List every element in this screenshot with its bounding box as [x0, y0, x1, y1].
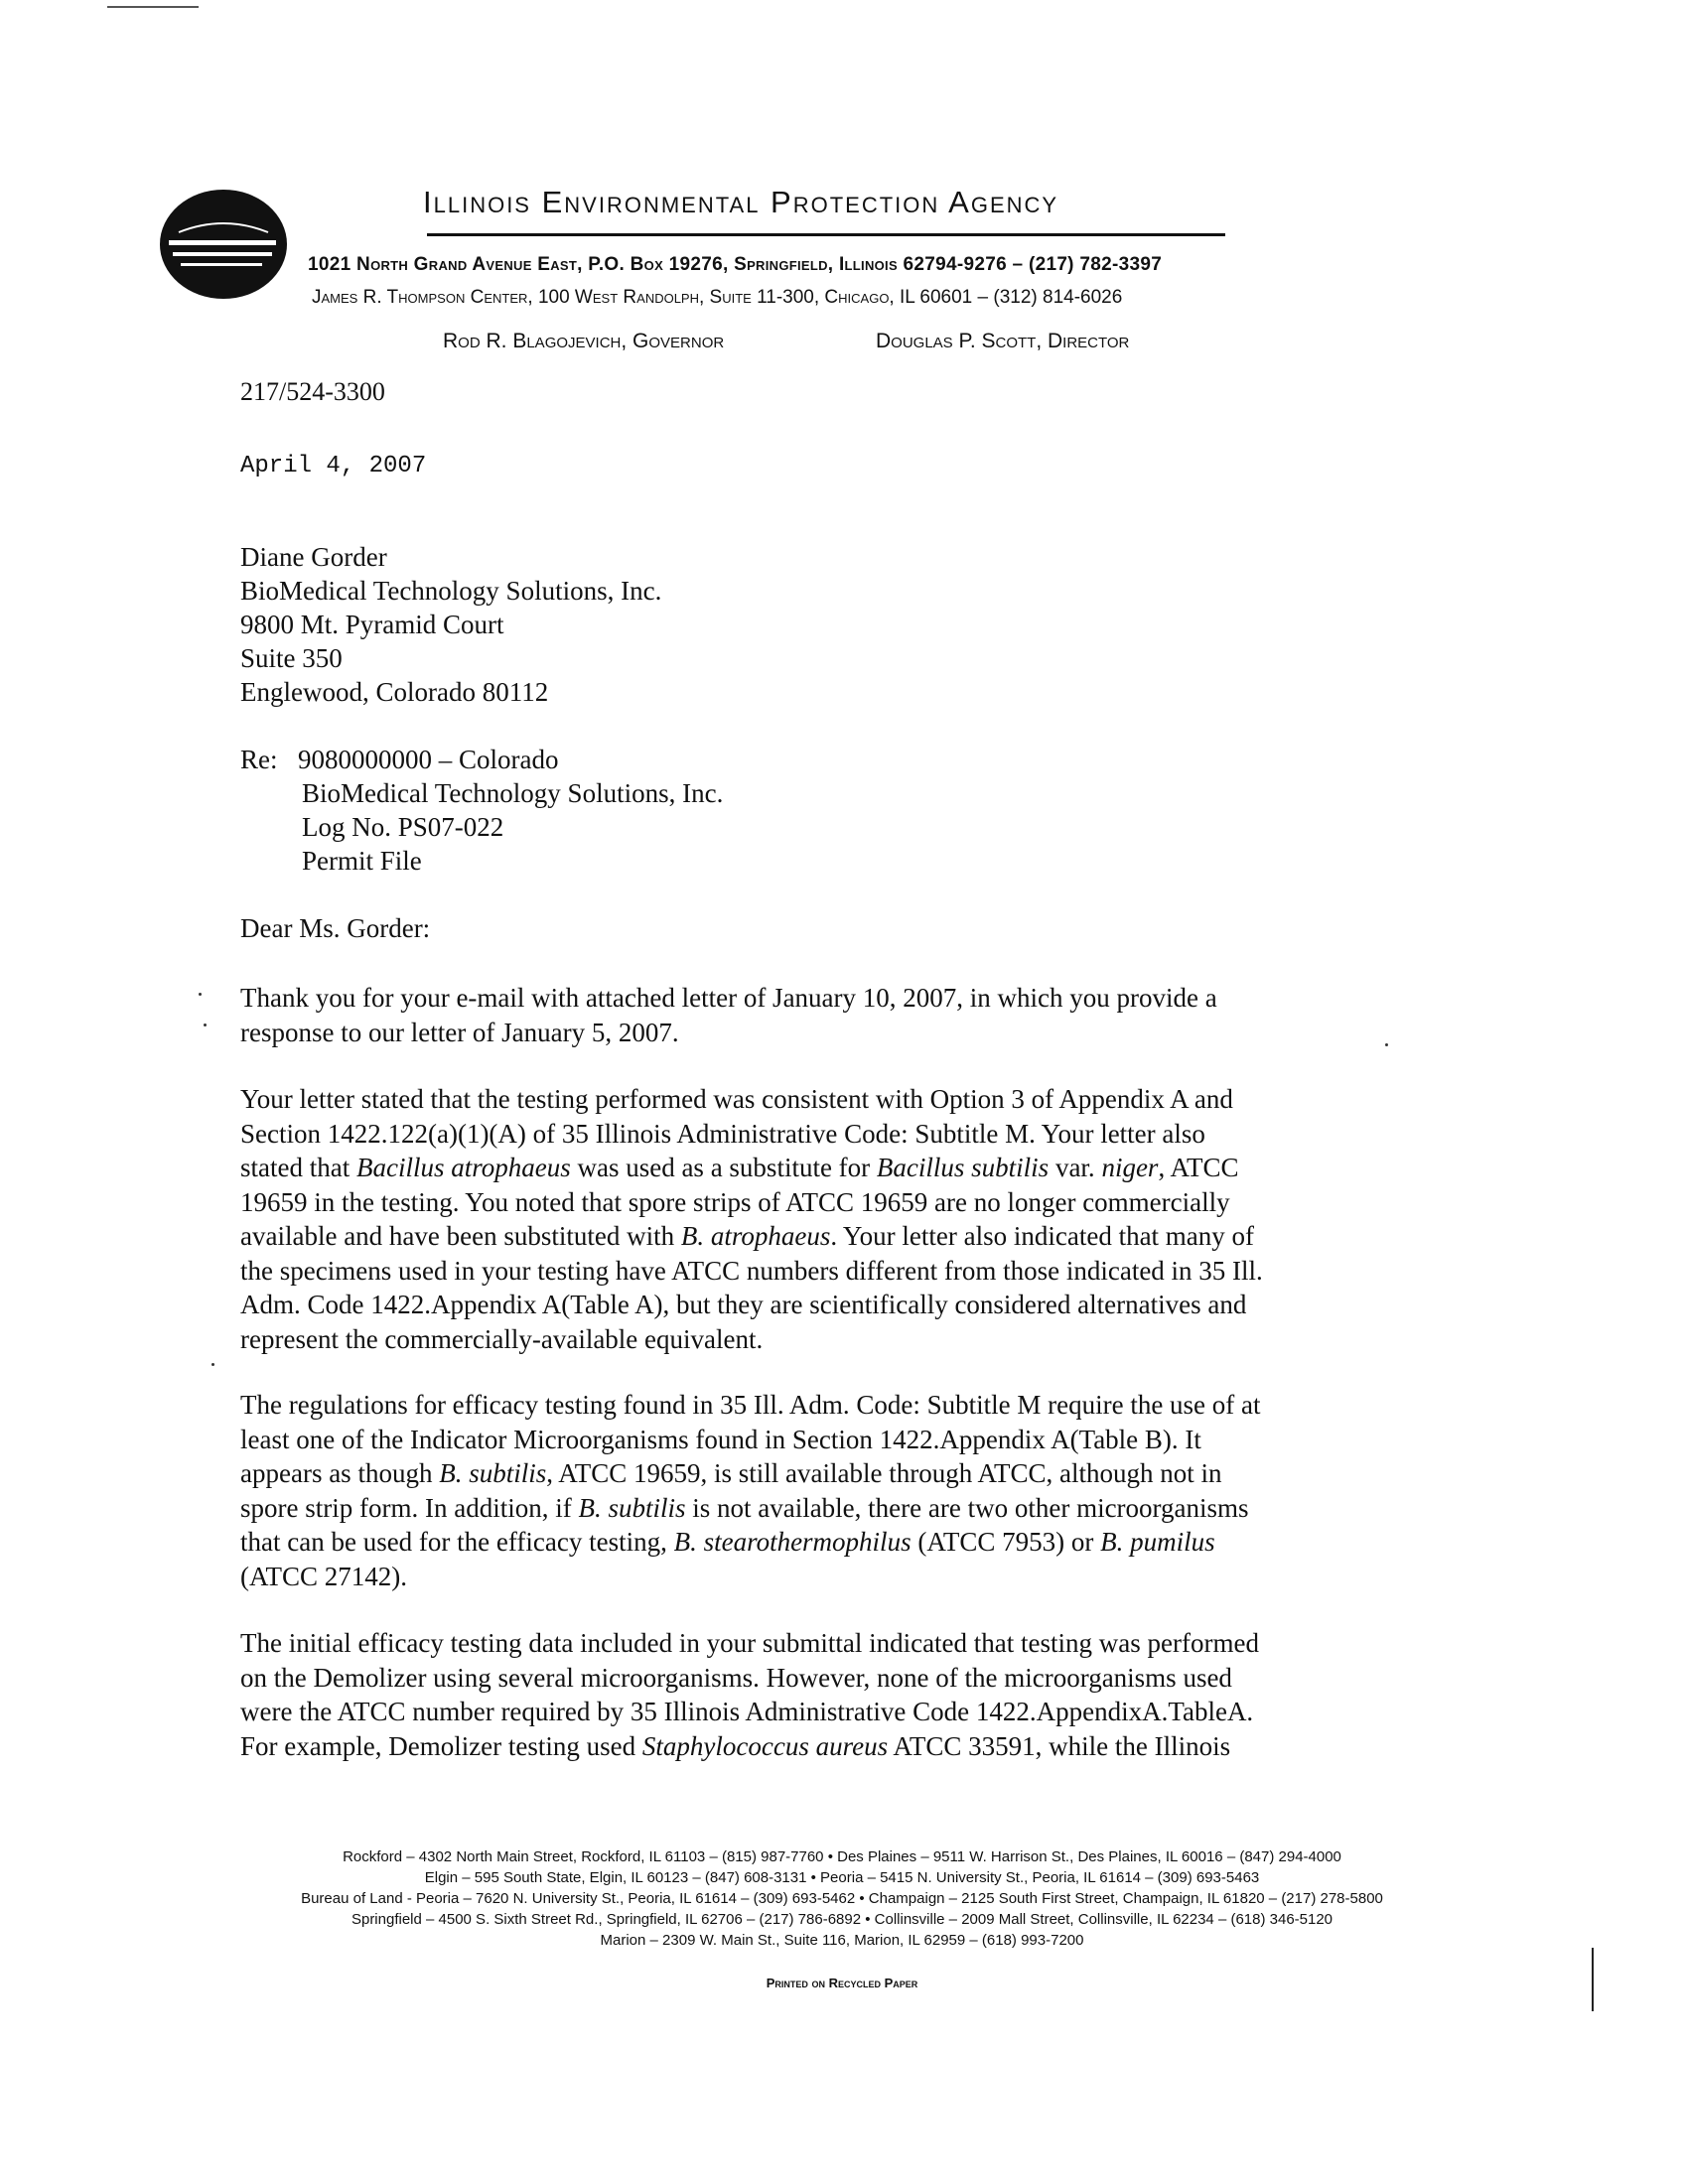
recipient-street: 9800 Mt. Pyramid Court	[240, 610, 504, 639]
species-name: Bacillus atrophaeus	[355, 1153, 571, 1182]
re-line: Permit File	[302, 846, 422, 876]
paragraph-line: that can be used for the efficacy testing, B. stearothermophilus (ATCC 7953) or B. pumilus	[240, 1527, 1215, 1557]
recipient-city: Englewood, Colorado 80112	[240, 677, 549, 707]
governor-name: Rod R. Blagojevich, Governor	[443, 330, 725, 352]
scan-speck	[204, 1024, 207, 1026]
re-line: Log No. PS07-022	[302, 812, 504, 842]
salutation: Dear Ms. Gorder:	[240, 913, 431, 943]
footer-line: Rockford – 4302 North Main Street, Rockford, IL 61103 – (815) 987-7760 • Des Plaines – 9511 W. Harrison St., Des Plaines, IL 60016 – (847) 294-4000	[343, 1848, 1341, 1865]
recycled-paper-note: Printed on Recycled Paper	[766, 1976, 918, 1990]
paragraph-line: Your letter stated that the testing performed was consistent with Option 3 of Appendix A and	[240, 1084, 1233, 1114]
scan-speck	[211, 1363, 214, 1366]
paragraph-1	[240, 981, 1432, 1049]
footer-line: Bureau of Land - Peoria – 7620 N. University St., Peoria, IL 61614 – (309) 693-5462 • Champaign – 2125 South First Street, Champaign, IL 61820 – (217) 278-5800	[301, 1890, 1383, 1907]
agency-logo-icon	[159, 189, 288, 300]
director-name: Douglas P. Scott, Director	[876, 330, 1130, 352]
springfield-address: 1021 North Grand Avenue East, P.O. Box 19276, Springfield, Illinois 62794-9276 – (217) 782-3397	[308, 254, 1163, 275]
species-name: niger	[1101, 1153, 1159, 1182]
paragraph-line: The initial efficacy testing data included in your submittal indicated that testing was performed	[240, 1628, 1259, 1658]
paragraph-line: 19659 in the testing. You noted that spore strips of ATCC 19659 are no longer commercially	[240, 1186, 1230, 1217]
footer-line: Springfield – 4500 S. Sixth Street Rd., Springfield, IL 62706 – (217) 786-6892 • Collinsville – 2009 Mall Street, Collinsville, IL 62234 – (618) 346-5120	[351, 1911, 1333, 1928]
letter-date: April 4, 2007	[240, 453, 427, 479]
species-name: B. subtilis	[578, 1492, 686, 1523]
re-line: 9080000000 – Colorado	[298, 745, 559, 774]
regional-offices-footer	[129, 1846, 1555, 1951]
scan-corner-mark	[107, 6, 199, 8]
paragraph-line: Section 1422.122(a)(1)(A) of 35 Illinois Administrative Code: Subtitle M. Your letter also	[240, 1118, 1205, 1149]
scan-speck	[1385, 1043, 1388, 1046]
paragraph-line: For example, Demolizer testing used Staphylococcus aureus ATCC 33591, while the Illinois	[240, 1730, 1231, 1761]
re-label: Re:	[240, 745, 278, 774]
paragraph-line: available and have been substituted with B. atrophaeus. Your letter also indicated that many of	[240, 1221, 1255, 1251]
paragraph-2	[240, 1082, 1432, 1356]
species-name: B. stearothermophilus	[673, 1527, 912, 1557]
re-line: BioMedical Technology Solutions, Inc.	[302, 778, 724, 808]
footer-line: Marion – 2309 W. Main St., Suite 116, Marion, IL 62959 – (618) 993-7200	[600, 1932, 1084, 1949]
recipient-name: Diane Gorder	[240, 542, 387, 572]
paragraph-line: The regulations for efficacy testing found in 35 Ill. Adm. Code: Subtitle M require the use of at	[240, 1390, 1261, 1420]
species-name: Bacillus subtilis	[876, 1153, 1050, 1182]
scan-speck	[199, 993, 202, 996]
paragraph-3	[240, 1388, 1432, 1593]
contact-phone: 217/524-3300	[240, 377, 385, 406]
paragraph-line: (ATCC 27142).	[240, 1561, 407, 1591]
species-name: B. pumilus	[1100, 1527, 1215, 1557]
agency-name: Illinois Environmental Protection Agency	[423, 185, 1059, 219]
species-name: Staphylococcus aureus	[641, 1730, 889, 1761]
paragraph-line: least one of the Indicator Microorganisms found in Section 1422.Appendix A(Table B). It	[240, 1424, 1201, 1454]
letterhead-rule	[427, 233, 1225, 236]
chicago-address: James R. Thompson Center, 100 West Randolph, Suite 11-300, Chicago, IL 60601 – (312) 814-6026	[312, 287, 1123, 308]
paragraph-line: stated that Bacillus atrophaeus was used as a substitute for Bacillus subtilis var. niger, ATCC	[240, 1153, 1239, 1182]
paragraph-line: appears as though B. subtilis, ATCC 19659, is still available through ATCC, although not in	[240, 1458, 1222, 1488]
footer-line: Elgin – 595 South State, Elgin, IL 60123 – (847) 608-3131 • Peoria – 5415 N. University St., Peoria, IL 61614 – (309) 693-5463	[424, 1869, 1260, 1886]
paragraph-4	[240, 1626, 1432, 1763]
paragraph-line: on the Demolizer using several microorganisms. However, none of the microorganisms used	[240, 1662, 1232, 1693]
scan-edge-mark	[1592, 1948, 1594, 2011]
paragraph-line: the specimens used in your testing have ATCC numbers different from those indicated in 35 Ill.	[240, 1255, 1263, 1286]
species-name: B. subtilis	[439, 1458, 547, 1488]
paragraph-line: were the ATCC number required by 35 Illinois Administrative Code 1422.AppendixA.TableA.	[240, 1697, 1254, 1726]
paragraph-line: Adm. Code 1422.Appendix A(Table A), but they are scientifically considered alternatives and	[240, 1290, 1247, 1319]
paragraph-line: represent the commercially-available equivalent.	[240, 1323, 764, 1354]
paragraph-line: Thank you for your e-mail with attached letter of January 10, 2007, in which you provide a	[240, 983, 1217, 1013]
paragraph-line: spore strip form. In addition, if B. subtilis is not available, there are two other microorganisms	[240, 1492, 1249, 1523]
species-name: B. atrophaeus	[680, 1221, 831, 1251]
paragraph-line: response to our letter of January 5, 2007.	[240, 1017, 679, 1047]
recipient-company: BioMedical Technology Solutions, Inc.	[240, 576, 662, 606]
recipient-suite: Suite 350	[240, 643, 343, 673]
